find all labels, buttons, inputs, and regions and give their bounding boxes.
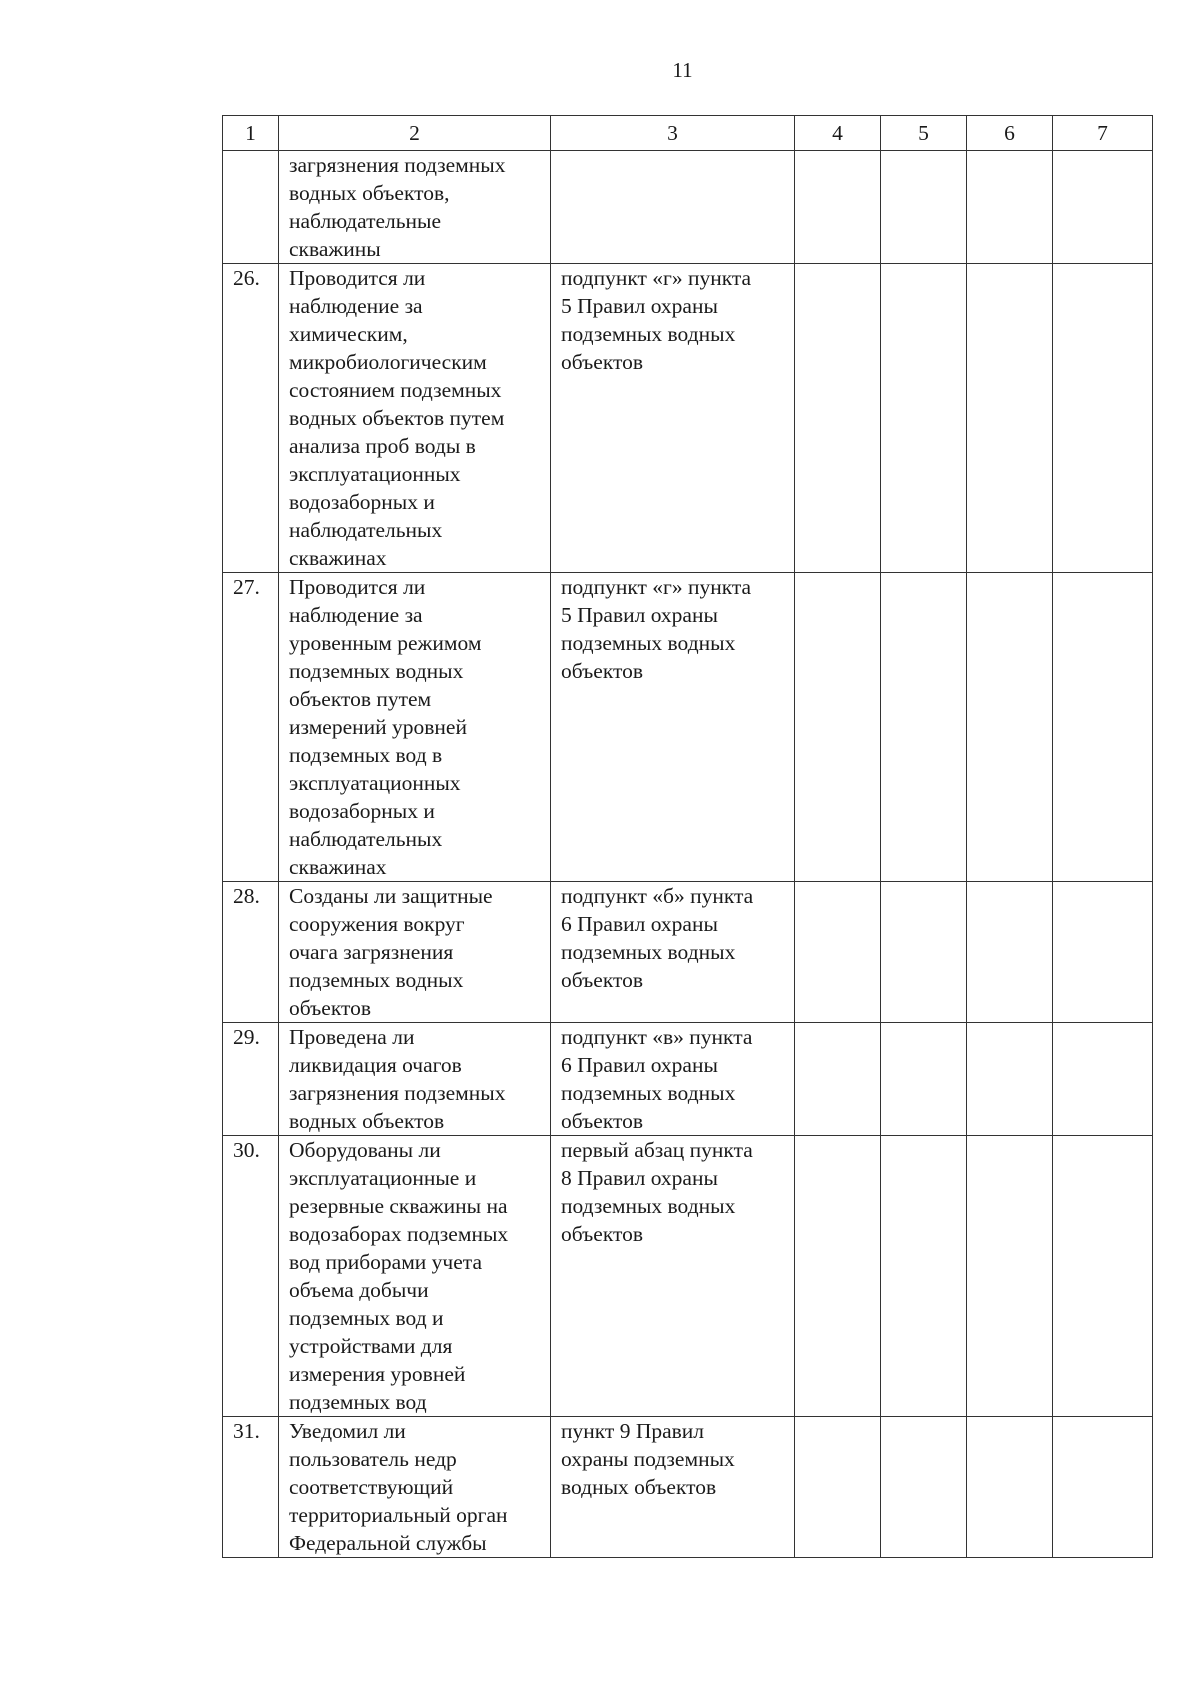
row-number: 29. [223,1023,279,1136]
reference-text: первый абзац пункта 8 Правил охраны подземных водных объектов [561,1138,753,1246]
reference-cell [551,1023,795,1136]
answer-cell-6[interactable] [967,573,1053,882]
answer-cell-7[interactable] [1053,1417,1153,1558]
reference-cell [551,1417,795,1558]
row-number: 27. [223,573,279,882]
column-header-6: 6 [967,116,1053,151]
answer-cell-4[interactable] [795,1136,881,1417]
question-cell [279,573,551,882]
checklist-table [222,115,1153,1558]
answer-cell-4[interactable] [795,573,881,882]
question-text: загрязнения подземных водных объектов, наблюдательные скважины [289,153,506,261]
reference-text: пункт 9 Правил охраны подземных водных объектов [561,1419,735,1499]
table-row [223,882,1153,1023]
reference-cell [551,573,795,882]
header-row [223,116,1153,151]
question-text: Созданы ли защитные сооружения вокруг очага загрязнения подземных водных объектов [289,884,493,1020]
answer-cell-6[interactable] [967,151,1053,264]
answer-cell-7[interactable] [1053,882,1153,1023]
table-row [223,1417,1153,1558]
page-number: 11 [672,58,693,82]
reference-cell [551,264,795,573]
question-text: Проводится ли наблюдение за уровенным режимом подземных водных объектов путем измерений уровней подземных вод в эксплуатационных водозаборных и наблюдательных скважинах [289,575,482,879]
table-row [223,1023,1153,1136]
question-cell [279,1136,551,1417]
question-text: Проведена ли ликвидация очагов загрязнения подземных водных объектов [289,1025,506,1133]
question-cell [279,264,551,573]
answer-cell-5[interactable] [881,151,967,264]
row-number [223,151,279,264]
answer-cell-4[interactable] [795,882,881,1023]
answer-cell-6[interactable] [967,264,1053,573]
question-text: Оборудованы ли эксплуатационные и резервные скважины на водозаборах подземных вод приборами учета объема добычи подземных вод и устройствами для измерения уровней подземных вод [289,1138,509,1414]
answer-cell-5[interactable] [881,882,967,1023]
question-text: Уведомил ли пользователь недр соответствующий территориальный орган Федеральной службы [289,1419,508,1555]
answer-cell-6[interactable] [967,1023,1053,1136]
answer-cell-7[interactable] [1053,1136,1153,1417]
question-text: Проводится ли наблюдение за химическим, микробиологическим состоянием подземных водных объектов путем анализа проб воды в эксплуатационных водозаборных и наблюдательных скважинах [289,266,505,570]
column-header-4: 4 [795,116,881,151]
table-row [223,573,1153,882]
reference-cell [551,882,795,1023]
answer-cell-4[interactable] [795,264,881,573]
column-header-2: 2 [279,116,551,151]
answer-cell-5[interactable] [881,1136,967,1417]
row-number: 26. [223,264,279,573]
answer-cell-4[interactable] [795,1417,881,1558]
reference-text: подпункт «г» пункта 5 Правил охраны подземных водных объектов [561,266,752,374]
table-row [223,1136,1153,1417]
reference-text: подпункт «б» пункта 6 Правил охраны подземных водных объектов [561,884,754,992]
answer-cell-6[interactable] [967,882,1053,1023]
row-number: 30. [223,1136,279,1417]
reference-cell [551,1136,795,1417]
answer-cell-7[interactable] [1053,264,1153,573]
answer-cell-7[interactable] [1053,151,1153,264]
column-header-5: 5 [881,116,967,151]
answer-cell-6[interactable] [967,1417,1053,1558]
reference-text: подпункт «в» пункта 6 Правил охраны подземных водных объектов [561,1025,753,1133]
row-number: 28. [223,882,279,1023]
answer-cell-5[interactable] [881,264,967,573]
table-row [223,151,1153,264]
reference-text: подпункт «г» пункта 5 Правил охраны подземных водных объектов [561,575,752,683]
answer-cell-5[interactable] [881,573,967,882]
answer-cell-4[interactable] [795,151,881,264]
answer-cell-6[interactable] [967,1136,1053,1417]
question-cell [279,1023,551,1136]
question-cell [279,151,551,264]
answer-cell-4[interactable] [795,1023,881,1136]
column-header-1: 1 [223,116,279,151]
column-header-3: 3 [551,116,795,151]
row-number: 31. [223,1417,279,1558]
reference-cell [551,151,795,264]
answer-cell-5[interactable] [881,1417,967,1558]
column-header-7: 7 [1053,116,1153,151]
question-cell [279,882,551,1023]
answer-cell-7[interactable] [1053,573,1153,882]
question-cell [279,1417,551,1558]
answer-cell-7[interactable] [1053,1023,1153,1136]
table-row [223,264,1153,573]
answer-cell-5[interactable] [881,1023,967,1136]
